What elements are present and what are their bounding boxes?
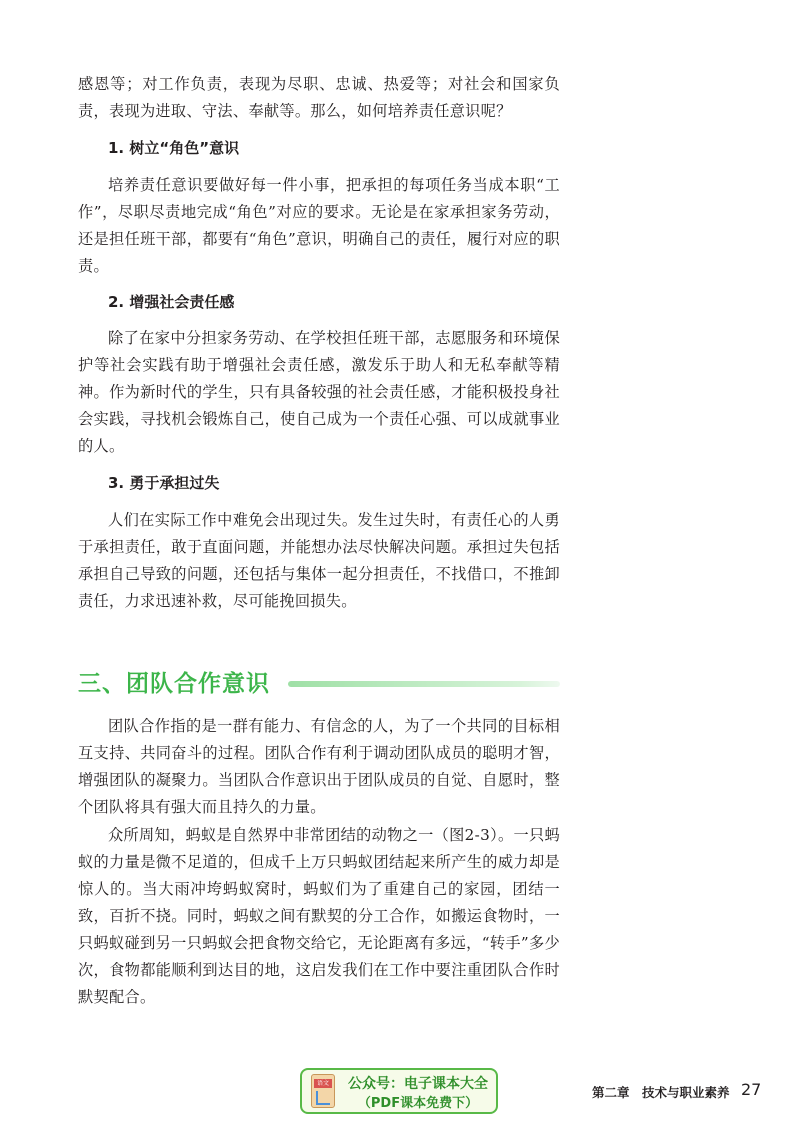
paragraph-social-responsibility: 除了在家中分担家务劳动、在学校担任班干部，志愿服务和环境保护等社会实践有助于增强社会责任感，激发乐于助人和无私奉献等精神。作为新时代的学生，只有具备较强的社会责任感，才能积极投身社会实践，寻找机会锻炼自己，使自己成为一个责任心强、可以成就事业的人。 bbox=[78, 329, 560, 455]
paragraph-ant-example: 众所周知，蚂蚁是自然界中非常团结的动物之一（图2-3）。一只蚂蚁的力量是微不足道的，但成千上万只蚂蚁团结起来所产生的威力却是惊人的。当大雨冲垮蚂蚁窝时，蚂蚁们为了重建自己的家园，团结一致，百折不挠。同时，蚂蚁之间有默契的分工合作，如搬运食物时，一只蚂蚁碰到另一只蚂蚁会把食物交给它，无论距离有多远，“转手”多少次，食物都能顺利到达目的地，这启发我们在工作中要注重团队合作时默契配合。 bbox=[78, 826, 560, 1006]
textbook-icon bbox=[311, 1074, 335, 1108]
paragraph-role-awareness: 培养责任意识要做好每一件小事，把承担的每项任务当成本职“工作”，尽职尽责地完成“角色”对应的要求。无论是在家承担家务劳动，还是担任班干部，都要有“角色”意识，明确自己的责任，履行对应的职责。 bbox=[78, 176, 560, 275]
textbook-icon-tag: 语文 bbox=[314, 1079, 332, 1088]
watermark-line-1: 公众号：电子课本大全 bbox=[348, 1076, 488, 1092]
watermark-badge bbox=[300, 1068, 498, 1114]
section-title-teamwork: 三、团队合作意识 bbox=[78, 671, 270, 697]
paragraph-bear-faults: 人们在实际工作中难免会出现过失。发生过失时，有责任心的人勇于承担责任，敢于直面问题，并能想办法尽快解决问题。承担过失包括承担自己导致的问题，还包括与集体一起分担责任，不找借口，不推卸责任，力求迅速补救，尽可能挽回损失。 bbox=[78, 511, 560, 610]
paragraph-teamwork-definition: 团队合作指的是一群有能力、有信念的人，为了一个共同的目标相互支持、共同奋斗的过程。团队合作有利于调动团队成员的聪明才智，增强团队的凝聚力。当团队合作意识出于团队成员的自觉、自愿时，整个团队将具有强大而且持久的力量。 bbox=[78, 717, 560, 816]
watermark-line-2: （PDF课本免费下） bbox=[357, 1096, 479, 1111]
subheading-role-awareness: 1. 树立“角色”意识 bbox=[108, 139, 240, 157]
footer-chapter-label: 第二章 技术与职业素养 bbox=[592, 1085, 730, 1100]
section-title-decorative-rule bbox=[288, 681, 560, 687]
paragraph-responsibility-intro: 感恩等；对工作负责，表现为尽职、忠诚、热爱等；对社会和国家负责，表现为进取、守法、奉献等。那么，如何培养责任意识呢？ bbox=[78, 75, 560, 120]
page-number: 27 bbox=[741, 1080, 762, 1099]
subheading-social-responsibility: 2. 增强社会责任感 bbox=[108, 293, 235, 311]
subheading-bear-faults: 3. 勇于承担过失 bbox=[108, 474, 220, 492]
